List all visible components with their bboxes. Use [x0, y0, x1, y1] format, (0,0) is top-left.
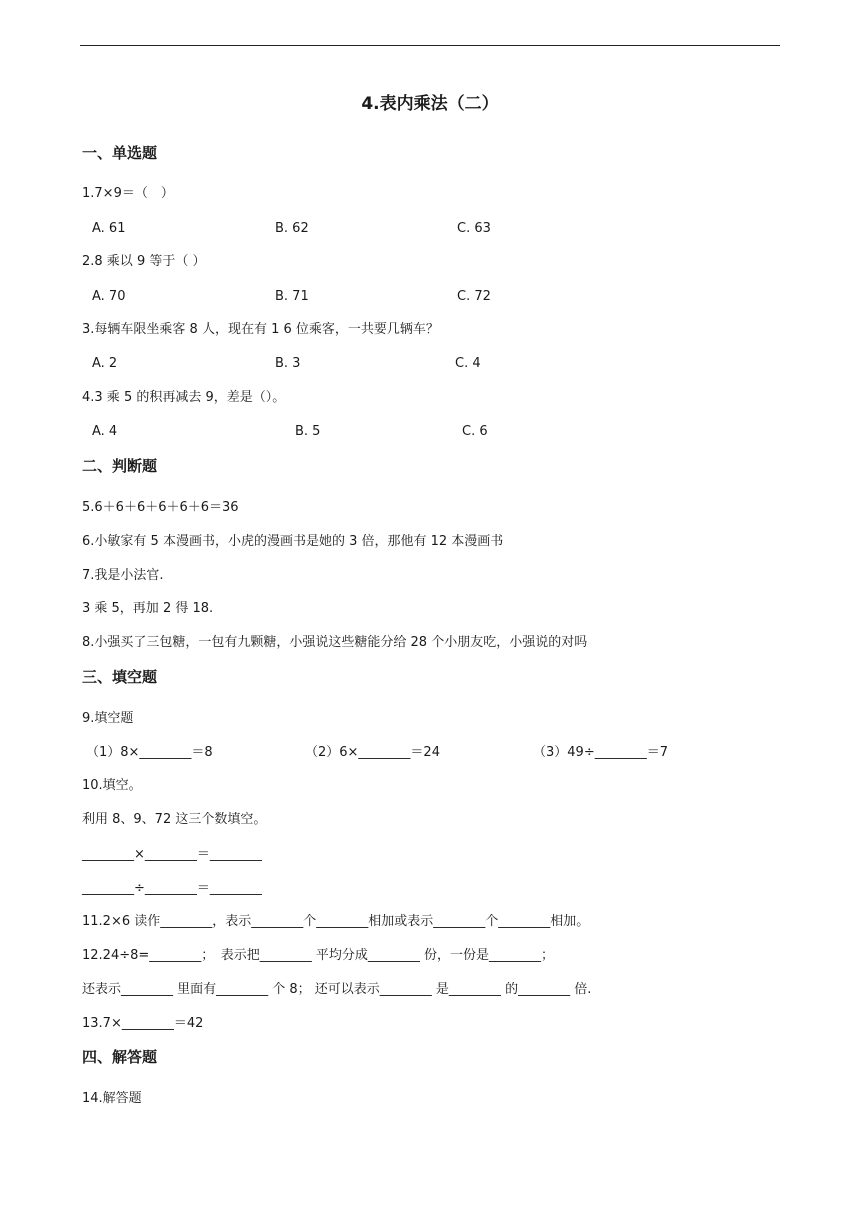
section-heading-fill-blank: 三、填空题 — [82, 668, 158, 686]
question-1-option-b: B. 62 — [275, 221, 309, 236]
question-10-instruction: 利用 8、9、72 这三个数填空。 — [82, 812, 267, 827]
question-9-part-1: （1）8×________＝8 — [86, 745, 213, 760]
question-14-stem: 14.解答题 — [82, 1091, 142, 1106]
question-10-multiply-blank: ________×________＝________ — [82, 847, 262, 862]
question-5-stem: 5.6＋6＋6＋6＋6＋6＝36 — [82, 500, 239, 515]
question-3-option-a: A. 2 — [92, 356, 118, 371]
question-13-stem: 13.7×________＝42 — [82, 1016, 204, 1031]
question-12-line-1: 12.24÷8=________； 表示把________ 平均分成________ 份，一份是________； — [82, 948, 555, 963]
question-2-option-a: A. 70 — [92, 289, 126, 304]
question-10-stem: 10.填空。 — [82, 778, 142, 793]
section-heading-true-false: 二、判断题 — [82, 457, 158, 475]
section-heading-solve: 四、解答题 — [82, 1048, 158, 1066]
question-11-stem: 11.2×6 读作________，表示________个________相加或表示________个________相加。 — [82, 914, 590, 929]
question-2-option-c: C. 72 — [457, 289, 491, 304]
question-2-option-b: B. 71 — [275, 289, 309, 304]
question-10-divide-blank: ________÷________＝________ — [82, 881, 262, 896]
page-title: 4.表内乘法（二） — [361, 94, 499, 114]
question-1-stem: 1.7×9＝（ ） — [82, 186, 174, 201]
question-4-option-b: B. 5 — [295, 424, 321, 439]
question-9-stem: 9.填空题 — [82, 711, 134, 726]
question-12-line-2: 还表示________ 里面有________ 个 8； 还可以表示________ 是________ 的________ 倍. — [82, 982, 592, 997]
section-heading-single-choice: 一、单选题 — [82, 144, 158, 162]
question-3-stem: 3.每辆车限坐乘客 8 人，现在有 1 6 位乘客，一共要几辆车？ — [82, 322, 439, 337]
question-3-option-b: B. 3 — [275, 356, 301, 371]
question-7-statement: 3 乘 5，再加 2 得 18. — [82, 601, 214, 616]
question-1-option-a: A. 61 — [92, 221, 126, 236]
question-6-stem: 6.小敏家有 5 本漫画书，小虎的漫画书是她的 3 倍，那他有 12 本漫画书 — [82, 534, 504, 549]
question-3-option-c: C. 4 — [455, 356, 481, 371]
question-9-part-3: （3）49÷________＝7 — [533, 745, 668, 760]
question-2-stem: 2.8 乘以 9 等于（ ） — [82, 254, 206, 269]
question-8-stem: 8.小强买了三包糖，一包有九颗糖，小强说这些糖能分给 28 个小朋友吃，小强说的对吗 — [82, 635, 588, 650]
question-4-stem: 4.3 乘 5 的积再减去 9，差是（）。 — [82, 390, 286, 405]
question-4-option-a: A. 4 — [92, 424, 118, 439]
question-4-option-c: C. 6 — [462, 424, 488, 439]
header-rule — [80, 45, 780, 46]
question-9-part-2: （2）6×________＝24 — [305, 745, 440, 760]
question-7-stem: 7.我是小法官. — [82, 568, 164, 583]
question-1-option-c: C. 63 — [457, 221, 491, 236]
